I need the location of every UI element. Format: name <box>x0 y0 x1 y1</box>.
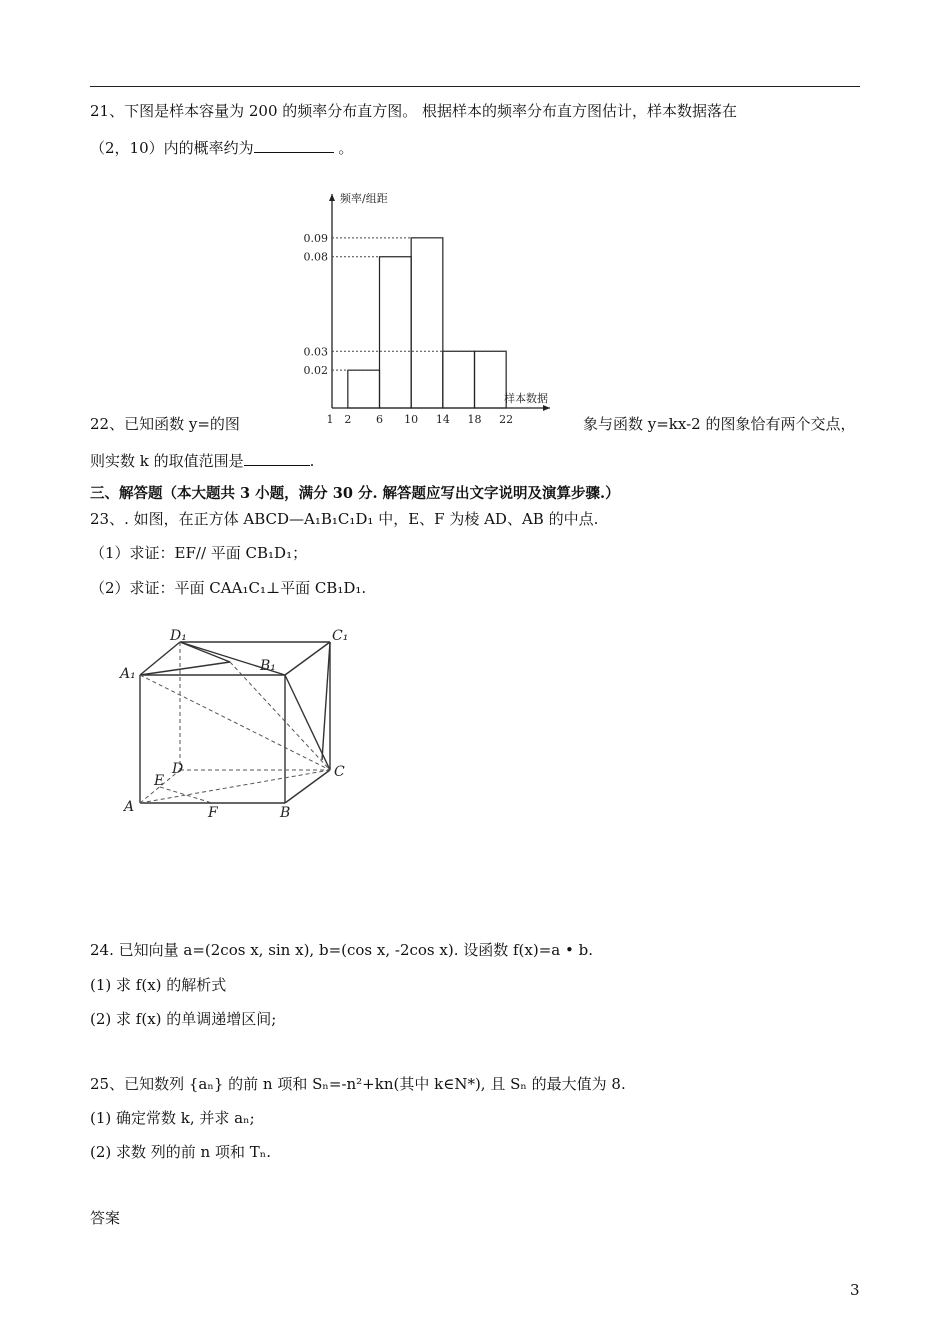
x-tick-label: 10 <box>404 413 419 426</box>
line-a1-c <box>140 675 330 770</box>
label-c: C <box>334 764 345 780</box>
q22-line2 <box>90 451 314 471</box>
q22-answer-blank <box>244 451 310 466</box>
q25-part2: (2) 求数 列的前 n 项和 Tₙ. <box>90 1143 272 1161</box>
q21-line2-end: 。 <box>333 139 354 157</box>
x-tick-label: 2 <box>344 413 352 426</box>
top-rule <box>90 86 860 87</box>
x-tick-label: 14 <box>435 413 450 426</box>
q24-intro: 24. 已知向量 a=(2cos x, sin x), b=(cos x, -2cos x). 设函数 f(x)=a • b. <box>90 941 593 959</box>
origin-label: 1 <box>326 413 334 426</box>
histogram-bar <box>475 351 507 408</box>
label-d: D <box>172 761 184 777</box>
edge-b1-c1 <box>285 642 330 675</box>
line-e-f <box>160 787 212 803</box>
answer-label: 答案 <box>90 1209 121 1227</box>
page-number: 3 <box>850 1281 860 1299</box>
y-tick-label: 0.08 <box>303 250 328 264</box>
cube-svg <box>110 620 370 830</box>
q25-intro: 25、已知数列 {aₙ} 的前 n 项和 Sₙ=-n²+kn(其中 k∈N*), 且 Sₙ 的最大值为 8. <box>90 1075 626 1093</box>
histogram-svg <box>300 180 560 440</box>
section3-heading: 三、解答题（本大题共 3 小题，满分 30 分. 解答题应写出文字说明及演算步骤.） <box>90 485 620 502</box>
q25-part1: (1) 确定常数 k, 并求 aₙ; <box>90 1109 255 1127</box>
label-a: A <box>124 799 135 815</box>
x-tick-label: 22 <box>499 413 514 426</box>
label-a1: A₁ <box>120 666 136 682</box>
histogram-bar <box>443 351 475 408</box>
q22-line1-left: 22、已知函数 y=的图 <box>90 415 240 433</box>
histogram-bar <box>380 257 412 408</box>
y-tick-label: 0.03 <box>303 345 328 359</box>
q24-part1: (1) 求 f(x) 的解析式 <box>90 976 227 994</box>
q21-line1: 21、下图是样本容量为 200 的频率分布直方图。 根据样本的频率分布直方图估计，样本数据落在 <box>90 102 738 120</box>
y-axis-arrow <box>329 194 335 201</box>
q22-line2-start: 则实数 k 的取值范围是 <box>90 452 244 470</box>
label-e: E <box>154 773 165 789</box>
y-tick-label: 0.02 <box>303 364 328 378</box>
q23-part2: （2）求证：平面 CAA₁C₁⊥平面 CB₁D₁. <box>90 579 367 597</box>
q23-part1: （1）求证：EF// 平面 CB₁D₁； <box>90 544 308 562</box>
x-tick-label: 18 <box>467 413 482 426</box>
line-d1-mid <box>180 642 230 662</box>
label-c1: C₁ <box>332 628 349 644</box>
label-b: B <box>280 805 291 821</box>
q22-line2-end: . <box>309 452 315 470</box>
y-tick-label: 0.09 <box>303 231 328 245</box>
line-b1-c <box>285 675 330 770</box>
cube-figure <box>110 620 370 830</box>
histogram-bar <box>411 238 443 408</box>
q21-line2-start: （2，10）内的概率约为 <box>90 139 254 157</box>
label-d1: D₁ <box>170 628 187 644</box>
histogram-bar <box>348 370 380 408</box>
line-c1-c-diag <box>322 642 330 760</box>
q22-line1-right: 象与函数 y=kx-2 的图象恰有两个交点， <box>583 415 856 433</box>
edge-b-c <box>285 770 330 803</box>
line-d1-c <box>230 662 330 770</box>
q24-part2: (2) 求 f(x) 的单调递增区间; <box>90 1010 277 1028</box>
q21-answer-blank <box>254 138 334 153</box>
q23-intro: 23、. 如图，在正方体 ABCD—A₁B₁C₁D₁ 中，E、F 为棱 AD、AB 的中点. <box>90 510 599 528</box>
label-f: F <box>208 805 218 821</box>
frequency-histogram <box>300 180 560 440</box>
x-axis-arrow <box>543 405 550 411</box>
label-b1: B₁ <box>260 658 276 674</box>
x-axis-label: 样本数据 <box>504 392 548 405</box>
x-tick-label: 6 <box>376 413 383 426</box>
line-a-c <box>140 770 330 803</box>
y-axis-label: 频率/组距 <box>340 192 388 205</box>
q21-line2 <box>90 138 353 158</box>
